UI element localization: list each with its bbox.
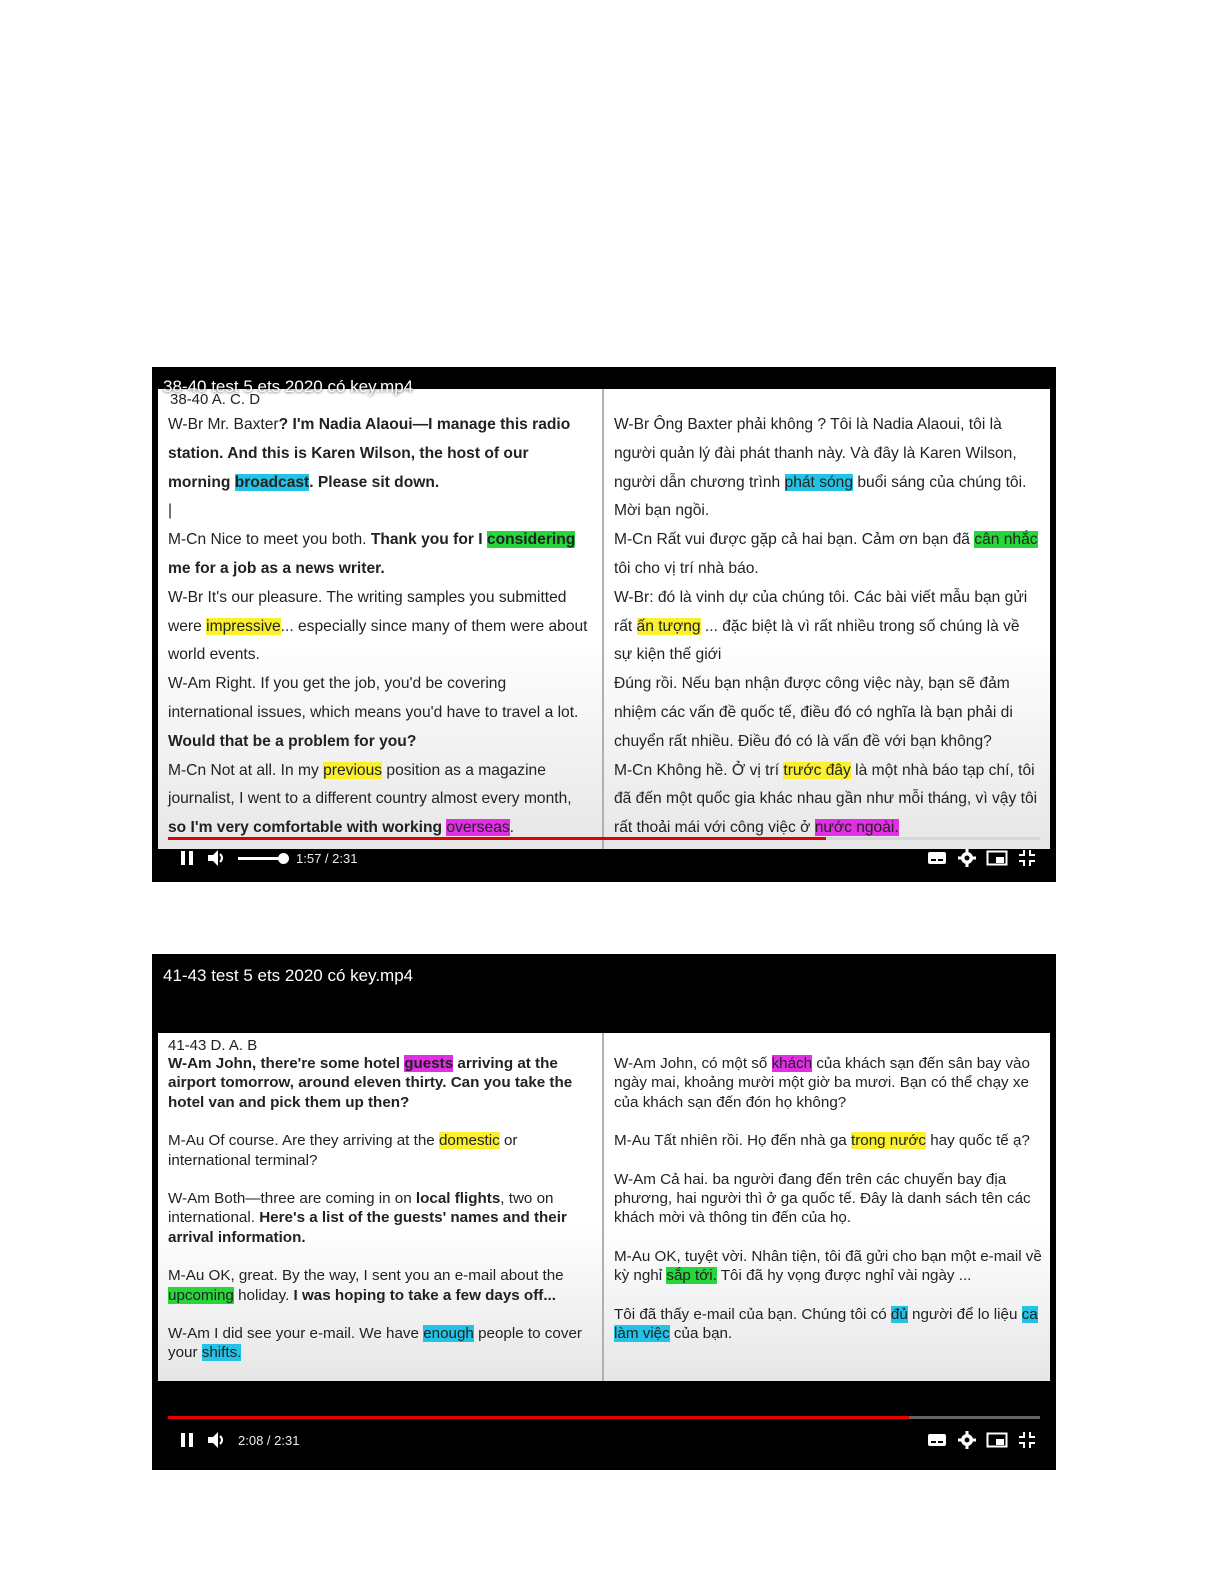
- volume-icon[interactable]: [202, 846, 232, 870]
- transcript-text: or international terminal?: [168, 1132, 518, 1169]
- highlighted-term: nước ngoài.: [814, 819, 899, 837]
- transcript-frame: [158, 389, 1050, 849]
- highlighted-term: upcoming: [168, 1286, 234, 1304]
- transcript-paragraph: [168, 497, 594, 526]
- english-transcript: [158, 389, 604, 849]
- transcript-text: W-Br: đó là vinh dự của chúng tôi. Các bài viết mẫu bạn gửi rất: [614, 588, 1028, 635]
- transcript-text: arriving at the airport tomorrow, around eleven thirty. Can you take the hotel van and pick them up then?: [168, 1055, 573, 1111]
- transcript-text: M-Cn Rất vui được gặp cả hai bạn. Cảm ơn bạn đã: [614, 531, 975, 549]
- transcript-text: M-Au Tất nhiên rồi. Họ đến nhà ga: [614, 1132, 851, 1150]
- miniplayer-icon[interactable]: [982, 846, 1012, 870]
- progress-fill: [168, 1416, 909, 1419]
- transcript-text: W-Br Mr. Baxter: [168, 416, 279, 433]
- highlighted-term: trước đây: [783, 761, 851, 779]
- highlighted-term: đủ: [890, 1305, 908, 1323]
- transcript-text: W-Am Right. If you get the job, you'd be covering international issues, which means you'd have to travel a lot.: [168, 675, 579, 721]
- transcript-paragraph: [168, 1054, 594, 1112]
- transcript-text: Thank you for I: [370, 531, 487, 549]
- transcript-text: buổi sáng của chúng tôi. Mời bạn ngồi.: [614, 473, 1027, 520]
- transcript-paragraph: [168, 1324, 594, 1363]
- transcript-text: . Please sit down.: [309, 473, 440, 491]
- transcript-text: tôi cho vị trí nhà báo.: [614, 559, 759, 577]
- pause-icon[interactable]: [172, 846, 202, 870]
- transcript-paragraph: [168, 1266, 594, 1305]
- transcript-paragraph: [168, 1189, 594, 1247]
- highlighted-term: broadcast: [234, 473, 310, 491]
- pause-icon[interactable]: [172, 1428, 202, 1452]
- transcript-text: của bạn.: [669, 1325, 733, 1343]
- transcript-text: M-Au OK, tuyệt vời. Nhân tiện, tôi đã gửi cho bạn một e-mail về kỳ nghỉ: [614, 1247, 1042, 1285]
- transcript-text: của khách sạn đến sân bay vào ngày mai, khoảng mười một giờ ba mươi. Bạn có thể chạy xe của khách sạn đến đón họ không?: [614, 1055, 1030, 1111]
- video-player-2[interactable]: [152, 954, 1056, 1470]
- transcript-paragraph: [614, 526, 1042, 584]
- transcript-text: W-Am John, there're some hotel: [168, 1055, 405, 1072]
- transcript-text: W-Am Both—three are coming in on: [168, 1190, 416, 1208]
- transcript-text: M-Cn Not at all. In my: [168, 761, 324, 779]
- transcript-text: .: [509, 819, 515, 837]
- answer-key: 38-40 A. C. D: [170, 391, 261, 408]
- time-display: 2:08 / 2:31: [238, 1432, 300, 1448]
- transcript-text: ... especially since many of them were about world events.: [168, 617, 588, 664]
- video-title: 41-43 test 5 ets 2020 có key.mp4: [163, 966, 414, 985]
- miniplayer-icon[interactable]: [982, 1428, 1012, 1452]
- answer-key: 41-43 D. A. B: [168, 1037, 258, 1054]
- highlighted-term: ấn tượng: [636, 617, 701, 635]
- highlighted-term: guests: [404, 1055, 454, 1072]
- english-paragraphs: [168, 1054, 594, 1363]
- time-display: 1:57 / 2:31: [296, 850, 358, 866]
- highlighted-term: ca làm việc: [614, 1305, 1038, 1343]
- transcript-text: ... đặc biệt là vì rất nhiều trong số chúng là về sự kiện thế giới: [614, 617, 1020, 664]
- highlighted-term: previous: [323, 761, 383, 779]
- transcript-paragraph: [168, 584, 594, 670]
- vietnamese-transcript: [604, 389, 1050, 849]
- highlighted-term: trong nước: [850, 1132, 926, 1150]
- highlighted-term: domestic: [438, 1132, 500, 1150]
- transcript-text: W-Br Ông Baxter phải không ? Tôi là Nadia Alaoui, tôi là người quản lý đài phát thanh này. Và đây là Karen Wilson, người dẫn chương trình: [614, 416, 1017, 491]
- transcript-text: M-Au Of course. Are they arriving at the: [168, 1132, 439, 1150]
- transcript-text: W-Am Cả hai. ba người đang đến trên các chuyến bay địa phương, hai người thì ở ga quốc tế. Đây là danh sách tên các khách mời và thông tin đến của họ.: [614, 1170, 1031, 1227]
- transcript-paragraph: [614, 1170, 1042, 1228]
- transcript-paragraph: [168, 757, 594, 843]
- settings-icon[interactable]: [952, 846, 982, 870]
- transcript-paragraph: [614, 584, 1042, 670]
- volume-knob[interactable]: [278, 853, 289, 864]
- highlighted-term: sắp tới.: [666, 1267, 717, 1285]
- transcript-paragraph: [614, 411, 1042, 526]
- transcript-text: position as a magazine journalist, I went to a different country almost every month,: [168, 761, 572, 808]
- control-bar: [152, 1423, 1056, 1457]
- transcript-paragraph: [168, 670, 594, 756]
- transcript-text: Tôi đã hy vọng được nghỉ vài ngày ...: [716, 1267, 972, 1285]
- transcript-paragraph: [614, 757, 1042, 843]
- transcript-paragraph: [614, 1305, 1042, 1344]
- transcript-paragraph: [168, 1131, 594, 1170]
- highlighted-term: considering: [486, 531, 576, 549]
- video-player-1[interactable]: [152, 367, 1056, 882]
- transcript-text: me for a job as a news writer.: [168, 559, 385, 577]
- transcript-text: Tôi đã thấy e-mail của bạn. Chúng tôi có: [614, 1305, 891, 1323]
- transcript-text: W-Am John, có một số: [614, 1055, 772, 1072]
- transcript-text: holiday.: [233, 1286, 294, 1304]
- transcript-text: M-Au OK, great. By the way, I sent you an e-mail about the: [168, 1267, 564, 1285]
- transcript-paragraph: [614, 670, 1042, 756]
- english-transcript: [158, 1033, 604, 1381]
- transcript-text: M-Cn Nice to meet you both.: [168, 531, 371, 549]
- vietnamese-transcript: [604, 1033, 1050, 1381]
- control-bar: [152, 841, 1056, 875]
- exit-fullscreen-icon[interactable]: [1012, 846, 1042, 870]
- transcript-text: Here's a list of the guests' names and their arrival information.: [168, 1209, 567, 1246]
- subtitles-icon[interactable]: [922, 1428, 952, 1452]
- highlighted-term: impressive: [206, 617, 281, 635]
- transcript-paragraph: [614, 1054, 1042, 1112]
- progress-bar[interactable]: [168, 1416, 1040, 1419]
- transcript-text: ? I'm Nadia Alaoui—I manage this radio station. And this is Karen Wilson, the host of our morning: [168, 416, 571, 491]
- transcript-text: là một nhà báo tạp chí, tôi đã đến một quốc gia khác nhau gần như mỗi tháng, vì vậy tôi rất thoải mái với công việc ở: [614, 761, 1038, 837]
- highlighted-term: phát sóng: [784, 473, 854, 491]
- transcript-text: người để lo liệu: [907, 1305, 1022, 1323]
- transcript-text: , two on international.: [168, 1190, 554, 1227]
- transcript-paragraph: [614, 1247, 1042, 1286]
- highlighted-term: overseas: [446, 819, 510, 837]
- transcript-paragraph: [168, 526, 594, 584]
- transcript-text: I was hoping to take a few days off...: [293, 1286, 556, 1304]
- transcript-text: so I'm very comfortable with working: [168, 819, 447, 837]
- highlighted-term: enough: [423, 1325, 474, 1343]
- progress-fill: [168, 837, 826, 840]
- transcript-frame: [158, 1033, 1050, 1381]
- subtitles-icon[interactable]: [922, 846, 952, 870]
- transcript-text: Would that be a problem for you?: [168, 732, 417, 750]
- highlighted-term: shifts.: [201, 1344, 242, 1362]
- transcript-text: W-Br It's our pleasure. The writing samples you submitted were: [168, 588, 567, 635]
- transcript-paragraph: [168, 411, 594, 497]
- progress-bar[interactable]: [168, 837, 1040, 840]
- volume-icon[interactable]: [202, 1428, 232, 1452]
- transcript-text: local flights: [415, 1190, 501, 1208]
- transcript-text: hay quốc tế ạ?: [925, 1132, 1030, 1150]
- transcript-text: W-Am I did see your e-mail. We have: [168, 1325, 424, 1343]
- exit-fullscreen-icon[interactable]: [1012, 1428, 1042, 1452]
- transcript-text: people to cover your: [168, 1325, 582, 1362]
- settings-icon[interactable]: [952, 1428, 982, 1452]
- transcript-text: M-Cn Không hề. Ở vị trí: [614, 761, 784, 779]
- transcript-text: Đúng rồi. Nếu bạn nhận được công việc này, bạn sẽ đảm nhiệm các vấn đề quốc tế, điều đó có nghĩa là bạn phải di chuyển rất nhiều. Điều đó có là vấn đề với bạn không?: [614, 675, 1013, 750]
- highlighted-term: khách: [771, 1055, 813, 1072]
- transcript-paragraph: [614, 1131, 1042, 1150]
- transcript-text: |: [168, 502, 173, 520]
- volume-slider[interactable]: [238, 857, 284, 860]
- highlighted-term: cân nhắc: [974, 531, 1038, 549]
- video-title: 38-40 test 5 ets 2020 có key.mp4: [163, 377, 414, 396]
